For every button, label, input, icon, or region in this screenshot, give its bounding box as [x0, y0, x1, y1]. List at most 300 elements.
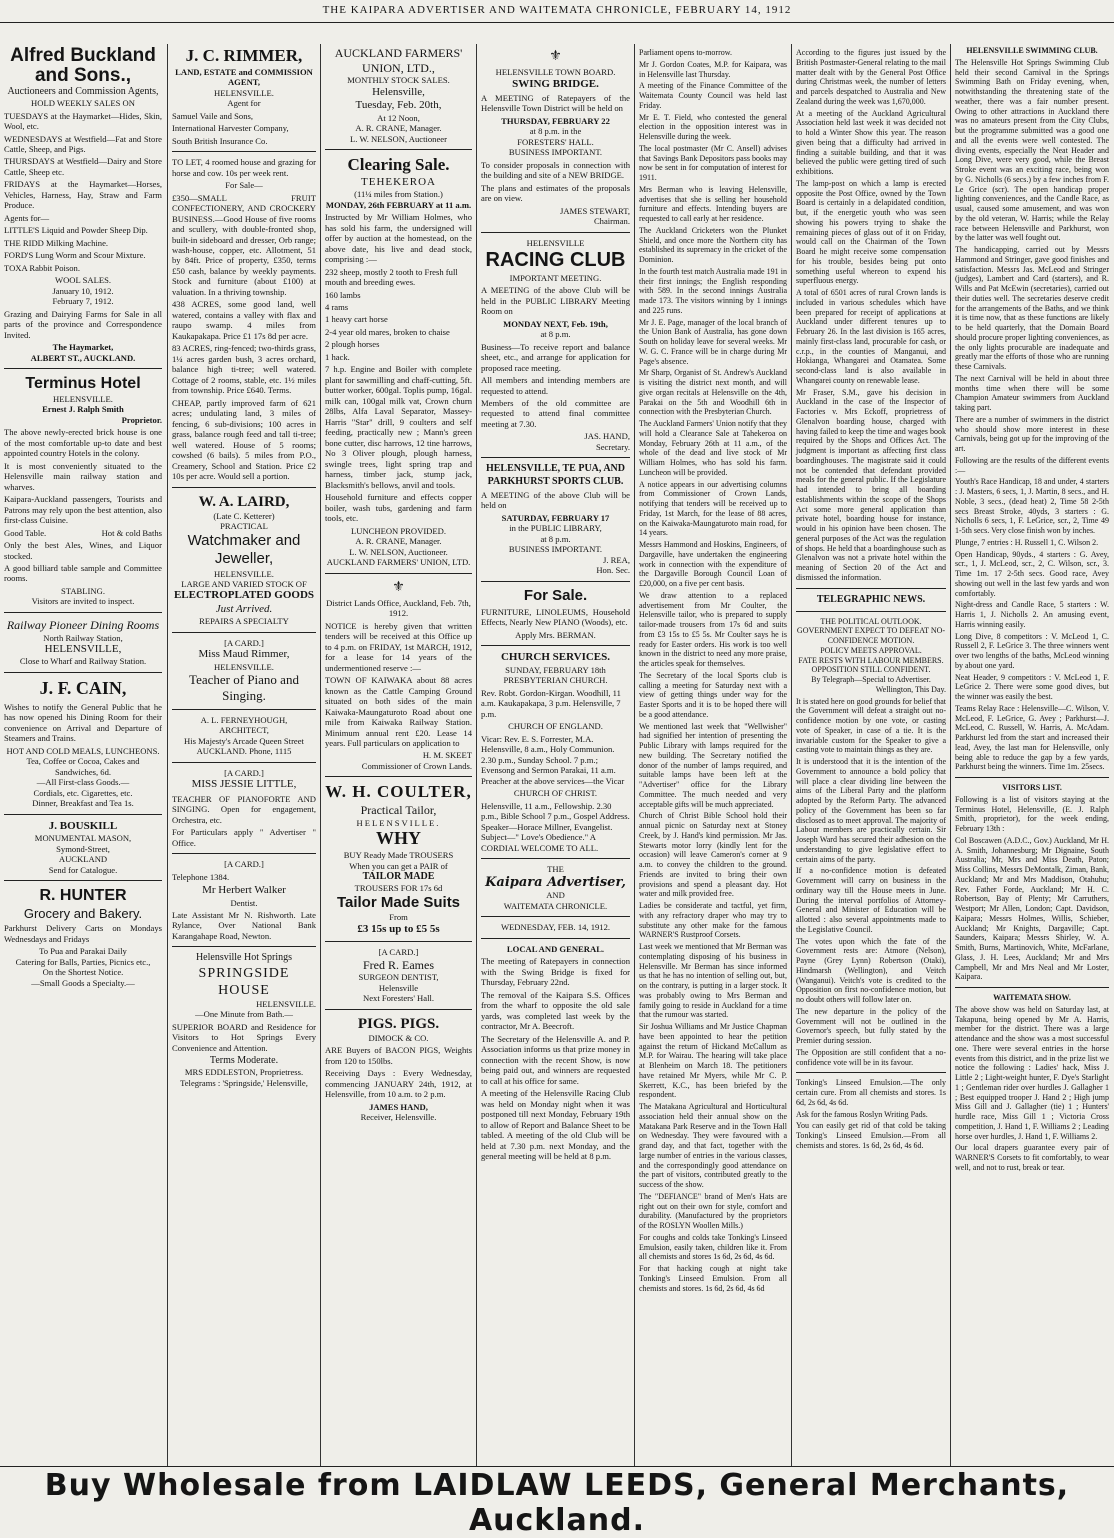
divider	[955, 777, 1109, 778]
news-item: Mrs Berman who is leaving Helensville, advertises that she is selling her household furniture and effects. Intending buyers are requested to call early at her residence.	[639, 184, 787, 223]
meeting-date: THURSDAY, FEBRUARY 22	[501, 115, 610, 126]
afu-auctioneer: L. W. NELSON, Auctioneer.	[349, 546, 448, 557]
crest-icon: ⚜	[392, 579, 405, 595]
masthead: THE KAIPARA ADVERTISER AND WAITEMATA CHRONICLE, FEBRUARY 14, 1912	[322, 4, 792, 16]
architect: ARCHITECT,	[219, 725, 269, 736]
albert-st: ALBERT ST., AUCKLAND.	[30, 352, 136, 363]
sale-cheap: CHEAP, partly improved farm of 621 acres; undulating land, 3 miles of fencing, 6 sub-divisions; 100 acres in grass, balance rough feed and tall ti-tree; well watered. House of 5 rooms; cowshed (6 bails). 5 miles from P.O., Creamery, School and Station. Price £2 10s per acre. Would sell a portion.	[172, 397, 316, 482]
column-6	[796, 46, 946, 1466]
headline: FATE RESTS WITH LABOUR MEMBERS.	[798, 655, 944, 665]
column-3	[325, 46, 472, 1466]
practical-tailor: Practical Tailor,	[360, 803, 437, 818]
walker: Mr Herbert Walker	[202, 884, 286, 897]
tel-item: If a no-confidence motion is defeated Government will carry on business in the ordinary way till the House meets in June. During the interval portfolios of Attorney-General and Minister of Education will be allotted : also several appointments made to the Legislative Council.	[796, 866, 946, 934]
divider	[481, 581, 630, 582]
miles: (11¼ miles from Station.)	[354, 189, 443, 200]
afu-head: AUCKLAND FARMERS' UNION, LTD.,	[334, 46, 463, 75]
suits-title: Tailor Made Suits	[336, 893, 461, 911]
news-item: For that hacking cough at night take Tonking's Linseed Emulsion. From all chemists and stores. 1s 6d, 2s 6d, 4s 6d	[639, 1264, 787, 1293]
jas-hand: JAS. HAND,	[584, 431, 630, 442]
news-item: Mr Fraser, S.M., gave his decision in Auckland in the case of the Inspector of Factories v. Mrs Eckoff, proprietress of Glenalvon boarding house, charged with having failed to keep the time and wages book required by the Shops and Offices Act. The judgment is important as affecting first class boardinghouses. The magistrate said it could not be contended that defendant provided meals for the general public. If the Legislature had intended to bring all boarding establishments within the scope of the Shops Act some more general application than private hotel, boarding house for instance, would in his opinion have been chosen. The general purposes of the Act was the regulation of shops. He held that a boardinghouse such as Glenalvon was not a private hotel within the meaning of Section 20 of the Act and dismissed the information.	[796, 387, 946, 582]
divider	[172, 487, 316, 488]
symonds: Symond-Street,	[56, 843, 110, 854]
swim-item: Neat Header, 9 competitors : V. McLeod 1, F. LeGrice 2. There were some good dives, but the winner was easily the best.	[955, 672, 1109, 701]
column-rule	[634, 44, 635, 1466]
sale-83: 83 ACRES, ring-fenced; two-thirds grass, 1¼ acres garden bush, 3 acres orchard, balance high ti-tree; well watered. Cottage of 2 rooms, stable, etc. 1½ miles from township. Price £640. Terms.	[172, 343, 316, 396]
local-text: The removal of the Kaipara S.S. Offices from the wharf to opposite the old sale yards, was completed last week by the contractor, Mr A. Beecroft.	[481, 989, 630, 1032]
afu-town: Helensville,	[372, 85, 425, 98]
afu-manager: A. R. CRANE, Manager.	[355, 536, 442, 547]
household: Household furniture and effects copper boiler, wash tubs, gardening and farm tools, etc.	[325, 492, 472, 524]
springside: SPRINGSIDE HOUSE	[198, 965, 290, 998]
stabling: STABLING.	[61, 585, 105, 596]
railway-title: Railway Pioneer Dining Rooms	[6, 617, 160, 632]
town-board: HELENSVILLE TOWN BOARD.	[495, 67, 616, 78]
sports-date: SATURDAY, FEBRUARY 17	[501, 512, 610, 523]
north-railway: North Railway Station,	[43, 632, 123, 643]
news-item: The Secretary of the local Sports club is calling a meeting for Saturday next with a view of getting things under way for the Easter Sports and it is to be hoped there will be a good attendance.	[639, 670, 787, 719]
divider	[325, 1009, 472, 1010]
agent-item: International Harvester Company,	[172, 123, 289, 134]
wellington: Wellington, This Day.	[875, 684, 946, 694]
news-item: Ladies be considerate and tactful, yet firm, with any refractory draper who may try to substitute any other make for the famous WARNER'S Rustproof Corsets.	[639, 901, 787, 940]
divider	[325, 941, 472, 942]
news-item: A notice appears in our advertising columns from Commissioner of Crown Lands, notifying that tenders will be received up to Friday, 1st March, for the lease of 88 acres, on the Kaiwaka-Maungaturoto main road, for 14 years.	[639, 479, 787, 538]
wool-date: January 10, 1912.	[52, 285, 114, 296]
little-text: TEACHER OF PIANOFORTE AND SINGING. Open for engagement, Orchestra, etc.	[172, 793, 316, 825]
buckland-title: Alfred Buckland and Sons.,	[10, 45, 156, 86]
swim-item: Night-dress and Candle Race, 5 starters : W. Harris 1, J. Nicholls 2. An amusing event, Harris winning easily.	[955, 600, 1109, 629]
church-christ: CHURCH OF CHRIST.	[513, 788, 598, 799]
telegraphic-news: TELEGRAPHIC NEWS.	[816, 593, 926, 605]
auckland-phone: AUCKLAND. Phone, 1115	[196, 746, 292, 757]
notice: NOTICE is hereby given that written tenders will be received at this Office up to 4 p.m. on FRIDAY, 1st MARCH, 1912, for a lease for 14 years of the undermentioned reserve :—	[325, 620, 472, 673]
divider	[4, 880, 162, 881]
buckland-sub: Auctioneers and Commission Agents,	[7, 85, 159, 97]
walker-text: Late Assistant Mr N. Rishworth. Late Rylance, Over National Bank Karangahape Road, Newton.	[172, 909, 316, 941]
visitors-text: Following is a list of visitors staying at the Terminus Hotel, Helensville, (E. J. Ralph Smith, proprietor), for the week ending, February 13th :	[955, 794, 1109, 833]
dimock: DIMOCK & CO.	[368, 1032, 429, 1043]
visitors-text: Col Boscawen (A.D.C., Gov.) Auckland, Mr H. A. Smith, Johannesburg; Mr Dignaine, South Australia; Mr, Mrs and Miss Death, Paton; Miss Collins, Messrs DeMontalk, Ziman, Bank, Auckland; Mr and Mrs Maddison, Otahuhu; Rev. Father Forde, Auckland; Mr H. C. Robertson, Bay of Plenty; Mr Carruthers, Westport; Mr Allen, London; Capt. Davidson, Kaipara; Messrs Holmes, Willis, Schieber, Auckland; Mr Knights, Dargaville; Capt. Saunders, Kaipara; Messrs Shirley, W. A. Smith, Burns, Martinovich, White, McFarlane, Glass, J. H. Lees, Auckland; Mr and Mrs Campbell, Mr and Mrs Neal and Mr Loster, Kaipara.	[955, 835, 1109, 982]
catering: Catering for Balls, Parties, Picnics etc.,	[15, 956, 151, 967]
cain-text: Wishes to notify the General Public that he has now opened his Dining Room for their convenience on Arrival and Departure of Steamers and Trains.	[4, 701, 162, 744]
just-arrived: Just Arrived.	[215, 602, 273, 615]
show-text: Our local drapers guarantee every pair of WARNER'S Corsets to fit comfortably, to wear well, and not to rust, break or tear.	[955, 1143, 1109, 1172]
headline: GOVERNMENT EXPECT TO DEFEAT NO-CONFIDENCE MOTION.	[796, 626, 946, 646]
terminus-text: It is most conveniently situated to the Helensville main railway station and wharves.	[4, 460, 162, 492]
wool-sales: WOOL SALES.	[54, 275, 111, 286]
racing-date: MONDAY NEXT, Feb. 19th,	[503, 318, 608, 329]
from: From	[389, 912, 408, 923]
receiving: Receiving Days : Every Wednesday, commencing JANUARY 24th, 1912, at Helensville, from 10 a.m. to 2 p.m.	[325, 1068, 472, 1100]
terminus-title: Terminus Hotel	[25, 375, 141, 393]
afu-noon: At 12 Noon,	[377, 112, 420, 123]
proprietor: Proprietor.	[121, 414, 162, 425]
tehekeroa: TEHEKEROA	[361, 175, 436, 188]
news-item: According to the figures just issued by the British Postmaster-General relating to the mail matter dealt with by the General Post Office during Christmas week, the number of letters and parcels despatched to Australia and New Zealand during the week was 1,670,000.	[796, 48, 946, 106]
racing-text: All members and intending members are requested to attend.	[481, 375, 630, 396]
swim-item: Teams Relay Race : Helensville—C. Wilson, V. McLeod, F. LeGrice, G. Avey ; Parkhurst—J. McLeod, C. Russell, W. Harris, A. McAdam. Parkhurst led from the start and increased their lead, Avey, the last man for Helensville, only being able to reduce the gap by a few yards, Parkhurst being the winners. Time 1m. 25secs.	[955, 703, 1109, 772]
terminus-town: HELENSVILLE.	[53, 393, 113, 404]
terms: Terms Moderate.	[209, 1055, 279, 1067]
racing-text: Business—To receive report and balance sheet, etc., and arrange for application for proposed race meeting.	[481, 341, 630, 373]
rimmer-town: HELENSVILLE.	[214, 87, 274, 98]
news-item: A meeting of the Finance Committee of the Waitemata County Council was held last Friday.	[639, 81, 787, 110]
tel-item: It is understood that it is the intention of the Government to announce a bold policy that will place a clear dividing line between the aims of the Liberal Party and the platform adopted by the Reform Party. The advanced policy of the Government has been so far disclosed as to meet approval. The majority of Labour members are practically certain. Sir Joseph Ward has secured their adhesion on the understanding to give legislative effect to certain aims of the party.	[796, 757, 946, 864]
haymarket: The Haymarket,	[52, 342, 114, 353]
cain-title: J. F. CAIN,	[39, 677, 127, 698]
good-table: Good Table.	[4, 527, 47, 538]
trousers-price: TROUSERS FOR 17s 6d	[354, 883, 443, 894]
coulter-title: W. H. COULTER,	[325, 782, 472, 802]
news-item: The lamp-post on which a lamp is erected opposite the Post Office, owned by the Town Board is certainly in a delapidated condition, but, if the energetic youth who was seen showing his powers trying to shake the remaining pieces of glass out of it on Friday, would call on the Chairman of the Town Board he might receive some compensation for his trouble, besides being put onto something useful whereon to expend his superfluous energy.	[796, 178, 946, 286]
meeting: A MEETING of Ratepayers of the Helensville Town District will be held on	[481, 92, 630, 114]
racing-text: A MEETING of the above Club will be held in the PUBLIC LIBRARY Meeting Room on	[481, 285, 630, 317]
column-7	[955, 46, 1109, 1466]
smith: Ernest J. Ralph Smith	[42, 404, 124, 415]
stock-item: 160 lambs	[325, 289, 361, 300]
stock-item: 4 rams	[325, 301, 349, 312]
news-item: The Matakana Agricultural and Horticultural association held their annual show on the Matakana Park Reserve and in the Town Hall on Wednesday. They were favoured with a grand day, and that fact, together with the large number of entries in the various classes, and the correspondingly good attendance on the part of visitors, contributed greatly to the success of the show.	[639, 1102, 787, 1189]
waitemata-chronicle: WAITEMATA CHRONICLE.	[503, 900, 608, 911]
for-sale: For Sale—	[225, 180, 263, 191]
divider	[481, 858, 630, 859]
hon-sec: Hon. Sec.	[596, 565, 630, 576]
watchmaker: Watchmaker and Jeweller,	[187, 531, 301, 568]
jessie-little: MISS JESSIE LITTLE,	[191, 778, 297, 791]
headline: POLICY MEETS APPROVAL.	[820, 645, 922, 655]
issue-date: WEDNESDAY, FEB. 14, 1912.	[500, 922, 611, 933]
terminus-text: The above newly-erected brick house is one of the most comfortable up-to date and best appointed country Hotels in the colony.	[4, 427, 162, 459]
swimming-club: HELENSVILLE SWIMMING CLUB.	[966, 46, 1098, 55]
dinner: Dinner, Breakfast and Tea 1s.	[32, 798, 134, 809]
divider	[796, 611, 946, 612]
news-item: A total of 6501 acres of rural Crown lands is included in various schedules which have been prepared for receipt of applications at Auckland under different tenures up to February 26. In the last division is 165 acres, mainly first-class land, procurable for cash, or c.r.p., in the counties of Manganui, and Hokianga, Whangarei and Otamatea. Some second-class land is also available in Whangarei county on renewable lease.	[796, 288, 946, 385]
news-item: In the fourth test match Australia made 191 in their first innings; the English responding with 589. In the second innings Australia made 173. The visitors winning by 1 innings and 225 runs.	[639, 266, 787, 315]
footer-banner: Buy Wholesale from LAIDLAW LEEDS, General Merchants, Auckland.	[44, 1468, 1070, 1538]
the: THE	[547, 864, 564, 875]
eddleston: MRS EDDLESTON, Proprietress.	[184, 1067, 304, 1078]
news-item: The Auckland Cricketers won the Plunket Shield, and once more the Northern city has established its supremacy in the cricket of the Dominion.	[639, 225, 787, 264]
divider	[325, 149, 472, 150]
crest-icon: ⚜	[549, 49, 562, 64]
pigs-text: ARE Buyers of BACON PIGS, Weights from 120 to 150lbs.	[325, 1045, 472, 1066]
stewart: JAMES STEWART,	[560, 205, 630, 216]
card-label: [A CARD.]	[224, 859, 264, 870]
buckland-line: WEDNESDAYS at Westfield—Fat and Store Cattle, Sheep, and Pigs.	[4, 133, 162, 154]
teas: Tea, Coffee or Cocoa, Cakes and Sandwiches, 6d.	[26, 756, 140, 777]
eames: Fred R. Eames	[363, 957, 434, 972]
news-item: We draw attention to a replaced advertisement from Mr Coulter, the Helensville tailor, who is prepared to supply tailor-made trousers from 17s 6d and suits from £3 15s to £5 5s. Mr Coulter says he is ready for Easter orders. His work is too well known in the district to need any more praise, the articles speak for themselves.	[639, 590, 787, 668]
ad-item: Ask for the famous Roslyn Writing Pads.	[796, 1109, 928, 1119]
terminus-text: A good billiard table sample and Committee rooms.	[4, 562, 162, 584]
grocery: Grocery and Bakery.	[23, 905, 143, 921]
divider	[172, 151, 316, 152]
footer-rule	[0, 1466, 1114, 1467]
masthead-rule	[0, 22, 1114, 23]
visitors-invited: Visitors are invited to inspect.	[31, 596, 135, 607]
close-wharf: Close to Wharf and Railway Station.	[19, 656, 147, 667]
clearing-sale: Clearing Sale.	[347, 155, 450, 174]
business: BUSINESS IMPORTANT.	[508, 147, 603, 158]
laird-title: W. A. LAIRD,	[198, 493, 290, 510]
tel-item: It is stated here on good grounds for belief that the Government will defeat a straight out no-confidence motion by one vote, or casting vote of Speaker, in case of a tie. It is the invariable custom for the Speaker to give a casting vote to maintain things as they are.	[796, 696, 946, 755]
pigs-title: PIGS. PIGS.	[357, 1015, 440, 1032]
column-2	[172, 46, 316, 1466]
agent-item: TOXA Rabbit Poison.	[4, 262, 81, 273]
sale-438: 438 ACRES, some good land, well watered, contains a valley with flax and raupo swamp. 4 miles from Kaukapakapa. Price £1 17s 8d per acre.	[172, 299, 316, 341]
swim-item: The Helensville Hot Springs Swimming Club held their second Carnival in the Springs Swimming Bath on Friday evening, when, notwithstanding the threatening state of the weather, there was a fair number present. Owing to other attractions in Auckland there was no amateurs present from the City Clubs, but the programme submitted was a good one and all the events were well contested. The diving events, especially the Neat Header and Long Dive, were very good, while the Breast Stroke event was an exciting race, being won by G. Nicholls (6 secs.) by a few inches from F. Le Grice (scr). The open handicap proper lighting conveniences, and the Candle Race, as usual, caused some amusement, and was won by the old veteran, W. Harris; while the Relay race between Helensville and Parkhurst, won by the latter was well fought out.	[955, 57, 1109, 243]
surgeon: SURGEON DENTIST,	[358, 972, 439, 983]
card-label: [A CARD.]	[378, 947, 419, 958]
grazing: Grazing and Dairying Farms for Sale in all parts of the province and Correspondence Invited.	[4, 308, 162, 340]
suits-price: £3 15s up to £5 5s	[357, 922, 440, 935]
auckland: AUCKLAND	[58, 854, 108, 865]
stock-item: 2-4 year old mares, broken to chaise	[325, 326, 450, 337]
laird-practical: PRACTICAL	[220, 521, 268, 532]
divider	[796, 1072, 946, 1073]
card-label: [A CARD.]	[224, 637, 264, 648]
ferneyhough: A. L. FERNEYHOUGH,	[200, 714, 288, 725]
monumental: MONUMENTAL MASON,	[34, 833, 132, 844]
swim-item: There are a number of swimmers in the district who should show more interest in these Carnivals, being got up for the improving of the art.	[955, 414, 1109, 453]
divider	[4, 672, 162, 673]
dentist: Dentist.	[230, 897, 258, 908]
electroplated: ELECTROPLATED GOODS	[173, 589, 315, 602]
tailor-made: TAILOR MADE	[362, 871, 435, 883]
local-general: LOCAL AND GENERAL.	[506, 943, 605, 954]
ad-item: You can easily get rid of that cold be taking Tonking's Linseed Emulsion.—From all chemists and stores. 1s 6d, 2s 6d, 4s 6d.	[796, 1121, 946, 1150]
stock-item: 1 heavy cart horse	[325, 314, 388, 325]
column-rule	[476, 44, 477, 1466]
news-item: We mentioned last week that "Wellwisher" had signified her intention of presenting the Public Library with lamps required for the new building. The Secretary notified the donor of the number of lamps required, and suitable lamps have been left at the "Advertiser" office for the Library Committee. The much needed and very acceptable gifts will be much appreciated.	[639, 721, 787, 809]
hot-baths: Hot & cold Baths	[101, 527, 162, 538]
news-item: For coughs and colds take Tonking's Linseed Emulsion, easily taken, children like it. From all chemists and stores 1s 6d, 2s 6d, 4s 6d.	[639, 1232, 787, 1262]
rimmer-title: J. C. RIMMER,	[185, 46, 303, 65]
consider: To consider proposals in connection with the building and site of a NEW BRIDGE.	[481, 159, 630, 181]
tel-item: The Opposition are still confident that a no-confidence vote will be in its favour.	[796, 1047, 946, 1067]
railway-town: HELENSVILLE,	[44, 643, 122, 656]
christ-text: Helensville, 11 a.m., Fellowship. 2.30 p.m., Bible School 7 p.m., Gospel Address. Speaker—Horace Millner, Evangelist. Subject—" Love's Obedience." A CORDIAL WELCOME TO ALL.	[481, 800, 630, 853]
news-item: Sir Joshua Williams and Mr Justice Chapman have been appointed to hear the petition against the return of Hickand McCallum as M.P. for Wairau. The hearing will take place at Blenheim on March 18. The petitioners have retained Mr Myers, while Mr C. P. Skerrett, K.C., has been briefed by the respondent.	[639, 1022, 787, 1100]
important-meeting: IMPORTANT MEETING.	[509, 272, 602, 283]
racing-club: RACING CLUB	[485, 249, 626, 272]
agent-item: FORD'S Lung Worm and Scour Mixture.	[4, 250, 146, 261]
engine: 7 h.p. Engine and Boiler with complete plant for sawmilling and chaff-cutting, 5ft. butter worker, 600gal. Toplis pump, 16gal. milk can, 100gal milk vat, Crown churn 28lbs, Alfa Laval Separator, Massey-Harris "Star" drill, 9 coulters and self feeding, practically new ; Mann's green bone cutter, disc harrows, 12 tine harrows, No 3 Oliver plough, plough harness, swingle trees, light spring trap and harness, timber jack, stump jack, Blacksmith's bellows, anvil and tools.	[325, 364, 472, 490]
james-hand: JAMES HAND,	[369, 1101, 428, 1112]
divider	[172, 709, 316, 710]
business: BUSINESS IMPORTANT.	[508, 544, 603, 555]
terminus-text: Only the best Ales, Wines, and Liquor stocked.	[4, 540, 162, 561]
arcade: His Majesty's Arcade Queen Street	[184, 735, 304, 746]
coulter-town: HELENSVILLE.	[356, 817, 441, 828]
stock-item: 232 sheep, mostly 2 tooth to Fresh full mouth and breeding ewes.	[325, 266, 458, 288]
swing-bridge: SWING BRIDGE.	[512, 77, 599, 90]
swim-item: Plunge, 7 entries : H. Russell 1, C. Wilson 2.	[955, 537, 1099, 547]
buy-ready: BUY Ready Made TROUSERS	[343, 850, 454, 861]
one-minute: —One Minute from Bath.—	[195, 1009, 293, 1020]
divider	[172, 853, 316, 854]
and: AND	[546, 890, 565, 901]
tel-item: The votes upon which the fate of the Government rests are: Atmore (Nelson), Payne (Grey Lynn) Robertson (Otaki), Hindmarsh (Wellington), and Veitch (Wanganui). Veitch's vote is credited to the Opposition on first no-confidence motion, but no doubt others will follow later on.	[796, 936, 946, 1005]
divider	[172, 762, 316, 763]
sports-club: HELENSVILLE, TE PUA, AND PARKHURST SPORTS CLUB.	[485, 463, 626, 487]
sports-library: in the PUBLIC LIBRARY,	[509, 523, 602, 534]
sale-date: MONDAY, 26th FEBRUARY at 11 a.m.	[325, 199, 472, 210]
buckland-hold: HOLD WEEKLY SALES ON	[31, 98, 135, 109]
swim-item: Youth's Race Handicap, 18 and under, 4 starters : J. Masters, 6 secs, 1, J. Martin, 8 secs., and H. Noble, 3 secs., (dead heat) 2, Time 58 2-5th secs Breast Stroke, 40yds, 3 starters : G. Nicholls 6 secs, 1, F. LeGrice, scr., 2, Time 49 1-5th secs. Very close finish won by inches.	[955, 477, 1109, 535]
springside-town: HELENSVILLE.	[256, 998, 316, 1009]
receiver: Receiver, Helensville.	[360, 1112, 437, 1123]
tel-item: The new departure in the policy of the Government will not be outlined in the Governor's speech, but fully stated by the Premier during session.	[796, 1006, 946, 1046]
carts: Parkhurst Delivery Carts on Mondays Wednesdays and Fridays	[4, 923, 162, 944]
news-item: Last week we mentioned that Mr Berman was contemplating disposing of his business in Helensville. Mr Berman has since informed us that he has no intention of selling out, but, on the contrary, is putting in a larger stock. It was probably owing to Mrs Berman and family going to reside in Auckland for a time that the rumour was started.	[639, 942, 787, 1020]
news-item: At a meeting of the Auckland Agricultural Association held last week it was decided not to hold a Winter Show this year. The reason given being that a difficulty had arrived in finding a suitable building, and that it was believed the public were getting tired of such exhibitions.	[796, 108, 946, 176]
to-let: TO LET, 4 roomed house and grazing for horse and cow. 10s per week rent.	[172, 157, 316, 178]
sale-350: £350—SMALL FRUIT CONFECTIONERY, AND CROCKERY BUSINESS.—Good House of five rooms and scullery, with double-fronted shop, built-in sideboard and dresser, Orb range; wash-house, copper, etc. Allotment, 51 by 84ft. Price of property, £350, terms £50 cash, balance by weekly payments. Stock and furniture (about £100) at valuation. In a thriving township.	[172, 192, 316, 297]
divider	[481, 645, 630, 646]
waitemata-show: WAITEMATA SHOW.	[993, 993, 1071, 1002]
shortest: On the Shortest Notice.	[42, 967, 124, 978]
column-5	[639, 46, 787, 1466]
local-text: The meeting of Ratepayers in connection with the Swing Bridge is fixed for Thursday, February 22nd.	[481, 956, 630, 988]
agent-item: South British Insurance Co.	[172, 135, 268, 146]
secretary: Secretary.	[595, 441, 630, 452]
divider	[481, 938, 630, 939]
large-stock: LARGE AND VARIED STOCK OF	[181, 579, 307, 589]
afu-date: Tuesday, Feb. 20th,	[355, 99, 442, 112]
commissioner: Commissioner of Crown Lands.	[361, 760, 472, 771]
news-item: The "DEFIANCE" brand of Men's Hats are right out on their own for style, comfort and durability. (Manufactured by the proprietors of the ROSLYN Woollen Mills.)	[639, 1191, 787, 1230]
divider	[4, 612, 162, 613]
furniture: FURNITURE, LINOLEUMS, Household Effects, Nearly New PIANO (Woods), etc.	[481, 606, 630, 628]
swim-item: The handicapping, carried out by Messrs Hammond and Stringer, gave good finishes and satisfaction. Messrs Jas. McLeod and Stringer (judges), Lambert and Card (starters), and R. Wills and Pat McEwin (secretaries), carried out their duties well. The secretaries deserve credit for the arrangements of the Baths, and we think it is time now, that as these functions are likely to be held quarterly, that the Domain Board should procure proper lighting conveniences, as the only lights procurable are inadequate and greatly mar the efforts of those who are running these Carnivals.	[955, 245, 1109, 371]
news-item: Parliament opens to-morrow.	[639, 48, 733, 57]
hot-springs: Helensville Hot Springs	[195, 952, 293, 964]
news-item: Church of Christ Bible School hold their annual picnic on Saturday next at Stoney Creek, by J. Hand's kind permission. Mr Jas. Stewarts motor lorry (kindly lent for the occasion) will leave Cameron's corner at 9 a.m. to convey the children to the ground. Friends are invited to bring their own provisions and spend a pleasant day. Hot water and milk provided free.	[639, 811, 787, 899]
berman: Apply Mrs. BERMAN.	[515, 629, 596, 640]
local-text: The Secretary of the Helensville A. and P. Association informs us that prize money in connection with the recent Show, is now being paid out, and winners are requested to call at his office for same.	[481, 1033, 630, 1086]
presb-text: Rev. Robt. Gordon-Kirgan. Woodhill, 11 a.m. Kaukapakapa, 3 p.m. Helensville, 7 p.m.	[481, 687, 621, 719]
column-1	[4, 46, 162, 1466]
foresters: FORESTERS' HALL.	[517, 136, 594, 147]
england-text: Vicar: Rev. E. S. Forrester, M.A. Helensville, 8 a.m., Holy Communion. 2.30 p.m., Sunday School. 7 p.m.; Evensong and Sermon Parakai, 11 a.m. Preacher at the above services—the Vicar	[481, 733, 625, 786]
news-item: Mr E. T. Field, who contested the general election in the opposition interest was in Helensville during the week.	[639, 112, 787, 141]
swim-item: Open Handicap, 90yds., 4 starters : G. Avey, scr., 1, J. McLeod, scr., 2, C. Wilson, scr., 3. Time 1m. 17 2-5th secs. Good race, Avey showing out well in the last few yards and won comfortably.	[955, 549, 1109, 598]
little-text: For Particulars apply " Advertiser " Office.	[172, 827, 316, 848]
sunday: SUNDAY, FEBRUARY 18th	[505, 664, 606, 675]
presbyterian: PRESBYTERIAN CHURCH.	[503, 675, 608, 686]
stock-item: 2 plough horses	[325, 339, 380, 350]
racing-time: at 8 p.m.	[540, 329, 571, 340]
plans: The plans and estimates of the proposals are on view.	[481, 182, 630, 204]
tepua: To Pua and Parakai Daily	[39, 946, 127, 957]
sports-text: A MEETING of the above Club will be held on	[481, 489, 630, 511]
church-england: CHURCH OF ENGLAND.	[508, 721, 603, 732]
news-item: Messrs Hammond and Hoskins, Engineers, of Dargaville, have undertaken the engineering work in connection with the expenditure of the Dargaville Borough Council Loan of £20,000, on a five per cent basis.	[639, 540, 787, 588]
hot-cold: HOT AND COLD MEALS, LUNCHEONS.	[6, 745, 160, 756]
wool-date: February 7, 1912.	[52, 296, 114, 307]
first-class: —All First-class Goods.—	[36, 777, 130, 788]
kaiwaka: TOWN OF KAIWAKA about 88 acres known as the Cattle Camping Ground situated on both sides of the main Kaiwaka-Maungaturoto Road about one mile from Kaiwaka Railway Station. Minimum annual rent £20. Lease 14 years. Full particulars on application to	[325, 675, 472, 748]
agents-for: Agents for—	[4, 212, 50, 223]
chairman: Chairman.	[593, 216, 630, 227]
racing-town: HELENSVILLE	[526, 237, 585, 248]
visitors-list: VISITORS LIST.	[1002, 783, 1062, 792]
swim-item: Long Dive, 8 competitors : V. McLeod 1, C. Russell 2, F. LeGrice 3. The three winners went over two lengths of the baths, McLeod winning by about one yard.	[955, 631, 1109, 670]
why: WHY	[376, 828, 421, 849]
telephone: Telephone 1384.	[172, 871, 230, 882]
monthly-sales: MONTHLY STOCK SALES.	[347, 75, 450, 86]
column-rule	[320, 44, 321, 1466]
repairs: REPAIRS A SPECIALTY	[199, 616, 289, 627]
terminus-text: Kaipara-Auckland passengers, Tourists and Patrons may rely upon the best attention, also first-class Cuisine.	[4, 494, 162, 526]
afu-auctioneer: L. W. NELSON, Auctioneer	[350, 133, 447, 144]
catalogue: Send for Catalogue.	[48, 864, 118, 875]
rimmer-sub: LAND, ESTATE and COMMISSION AGENT,	[175, 66, 313, 88]
afu-manager: A. R. CRANE, Manager.	[355, 123, 442, 134]
buckland-line: TUESDAYS at the Haymarket—Hides, Skin, Wool, etc.	[4, 110, 162, 132]
laird-town: HELENSVILLE.	[214, 568, 274, 579]
divider	[481, 916, 630, 917]
maud-town: HELENSVILLE.	[214, 661, 274, 672]
agent-item: THE RIDD Milking Machine.	[4, 237, 109, 248]
stock-item: 1 hack.	[325, 351, 350, 362]
superior: SUPERIOR BOARD and Residence for Visitors to Hot Springs Every Convenience and Attention.	[172, 1021, 316, 1053]
cordials: Cordials, etc. Cigarettes, etc.	[33, 787, 133, 798]
column-rule	[950, 44, 951, 1466]
divider	[796, 588, 946, 589]
when: When you can get a PAIR of	[349, 860, 448, 871]
news-item: The Auckland Farmers' Union notify that they will hold a Clearance Sale at Tahekeroa on Monday, February 26th at 11 a.m., of the whole of the dead and live stock of Mr William Holmes, who has sold his farm. Luncheon will be provided.	[639, 419, 787, 477]
headline: OPPOSITION STILL CONFIDENT.	[811, 665, 931, 675]
news-item: Mr Sharp, Organist of St. Andrew's Auckland is visiting the district next month, and will give organ recitals at Helensville on the 4th, Parakai on the 5th and Woodhill 6th in connection with the Presbyterian Church.	[639, 368, 787, 417]
kaipara-advertiser: Kaipara Advertiser,	[485, 874, 626, 890]
news-item: Mr J. Gordon Coates, M.P. for Kaipara, was in Helensville last Thursday.	[639, 59, 787, 79]
divider	[481, 457, 630, 458]
column-rule	[791, 44, 792, 1466]
divider	[4, 814, 162, 815]
eames-town: Helensville	[378, 982, 419, 993]
news-item: Mr J. E. Page, manager of the local branch of the Union Bank of Australia, has gone down South on holiday leave for several weeks. Mr W. G. C. France will be in charge during Mr Page's absence.	[639, 317, 787, 366]
divider	[4, 368, 162, 369]
for-sale: For Sale.	[523, 586, 588, 604]
divider	[172, 946, 316, 947]
hunter-title: R. HUNTER	[39, 887, 127, 905]
meeting-time: at 8 p.m. in the	[529, 126, 582, 137]
local-text: A meeting of the Helensville Racing Club was held on Monday night when it was postponed till next Monday, February 19th to allow of Report and Balance Sheet to be tabled. A meeting of the old Club will be held at 7.30 p.m. next Monday, and the general meeting will be held at 8 p.m.	[481, 1088, 630, 1162]
agent-item: LITTLE'S Liquid and Powder Sheep Dip.	[4, 225, 148, 236]
news-item: The local postmaster (Mr C. Ansell) advises that Savings Bank Depositors pass books may now be sent in for computation of interest for 1911.	[639, 143, 787, 182]
sports-time: at 8 p.m.	[540, 533, 571, 544]
buckland-line: FRIDAYS at the Haymarket—Horses, Vehicles, Harness, Hay, Straw and Farm Produce.	[4, 179, 162, 211]
agent-item: Samuel Vaile and Sons,	[172, 110, 253, 121]
divider	[955, 987, 1109, 988]
luncheon: LUNCHEON PROVIDED.	[350, 525, 446, 536]
next-hall: Next Foresters' Hall.	[363, 993, 434, 1004]
lands-office: District Lands Office, Auckland, Feb. 7th, 1912.	[326, 597, 471, 619]
racing-text: Members of the old committee are requested to attend final committee meeting at 7.30.	[481, 397, 630, 429]
bouskill-title: J. BOUSKILL	[48, 819, 118, 832]
telegrams: Telegrams : 'Springside,' Helensville,	[180, 1077, 308, 1088]
by-telegraph: By Telegraph—Special to Advertiser.	[811, 675, 931, 685]
small-goods: —Small Goods a Specialty.—	[31, 977, 135, 988]
teacher-piano: Teacher of Piano and Singing.	[189, 672, 299, 704]
show-text: The above show was held on Saturday last, at Takapuna, being opened by Mr A. Harris, member for the district. There was a large attendance and the show was a most successful one. There were several entries in the horse events from this district, and in the prize list we notice the following : Ladies' hack, Miss J. Little 2 ; Light-weight hunter, F. Dye's Starlight 1 ; Gentleman rider over hurdles J. Gallagher 1 ; Best equipped trooper J. Hand 2 ; High jump Miss Gill and J. Gallagher (tie) 1 ; Hunters' hurdle race, Miss Gill 1 ; Victoria Cross competition, J. Hand 1, F. Williams 2 ; Leading horse over hurdles, J. Hand 1, F. Williams 2.	[955, 1004, 1109, 1141]
rea: J. REA,	[603, 554, 630, 565]
political-outlook: THE POLITICAL OUTLOOK.	[820, 616, 922, 626]
column-4	[481, 46, 630, 1466]
